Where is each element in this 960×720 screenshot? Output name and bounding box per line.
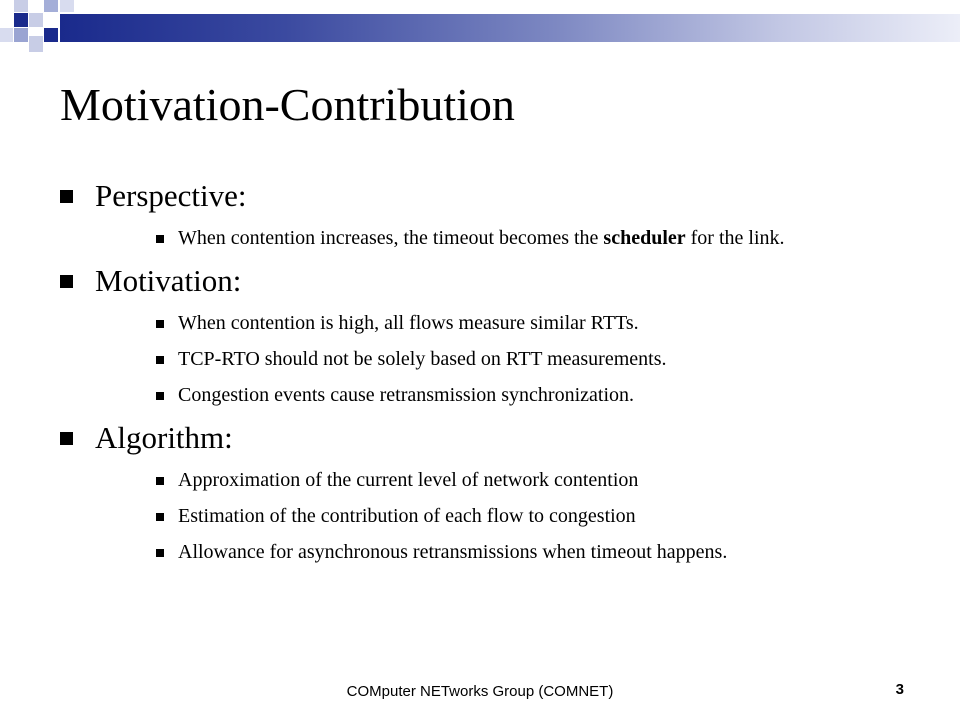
decor-square [44, 0, 58, 12]
decor-square [0, 28, 13, 42]
sub-bullet-item [60, 540, 920, 565]
sub-bullet-text: Estimation of the contribution of each flow to congestion [178, 505, 636, 527]
page-number: 3 [895, 681, 904, 698]
square-bullet-icon [60, 275, 73, 288]
decor-square [14, 13, 28, 27]
header-gradient-bar [60, 14, 960, 42]
square-bullet-icon [156, 513, 164, 521]
sub-bullet-item [60, 226, 920, 251]
decor-square [14, 28, 28, 42]
section-heading-text: Algorithm: [95, 420, 233, 455]
sub-bullet-text: Approximation of the current level of network contention [178, 469, 639, 491]
decor-square [29, 36, 43, 52]
decor-square [60, 0, 74, 12]
section-heading-motivation [60, 261, 920, 301]
square-bullet-icon [156, 549, 164, 557]
sub-bullet-text: When contention is high, all flows measure similar RTTs. [178, 312, 639, 334]
section-heading-perspective [60, 176, 920, 216]
sub-bullet-item [60, 347, 920, 372]
square-bullet-icon [156, 320, 164, 328]
sub-bullet-item [60, 468, 920, 493]
square-bullet-icon [60, 432, 73, 445]
slide-title: Motivation-Contribution [60, 79, 515, 130]
square-bullet-icon [156, 356, 164, 364]
sub-bullet-item [60, 504, 920, 529]
square-bullet-icon [60, 190, 73, 203]
sub-bullet-item [60, 383, 920, 408]
square-bullet-icon [156, 477, 164, 485]
slide-footer: COMputer NETworks Group (COMNET) [346, 683, 614, 700]
section-heading-algorithm [60, 418, 920, 458]
sub-bullet-text: TCP-RTO should not be solely based on RTT measurements. [178, 348, 667, 370]
sub-bullet-text: Allowance for asynchronous retransmissions when timeout happens. [178, 541, 728, 563]
decor-square [29, 13, 43, 27]
section-heading-text: Perspective: [95, 178, 247, 213]
section-heading-text: Motivation: [95, 263, 242, 298]
sub-bullet-item [60, 311, 920, 336]
bullet-content [60, 176, 920, 565]
sub-bullet-text-before: When contention increases, the timeout becomes the [178, 227, 604, 249]
sub-bullet-text-after: for the link. [685, 227, 785, 249]
decor-square [44, 28, 58, 42]
decor-square [14, 0, 28, 12]
sub-bullet-text: Congestion events cause retransmission synchronization. [178, 384, 635, 406]
square-bullet-icon [156, 235, 164, 243]
square-bullet-icon [156, 392, 164, 400]
sub-bullet-text-bold: scheduler [603, 227, 686, 249]
